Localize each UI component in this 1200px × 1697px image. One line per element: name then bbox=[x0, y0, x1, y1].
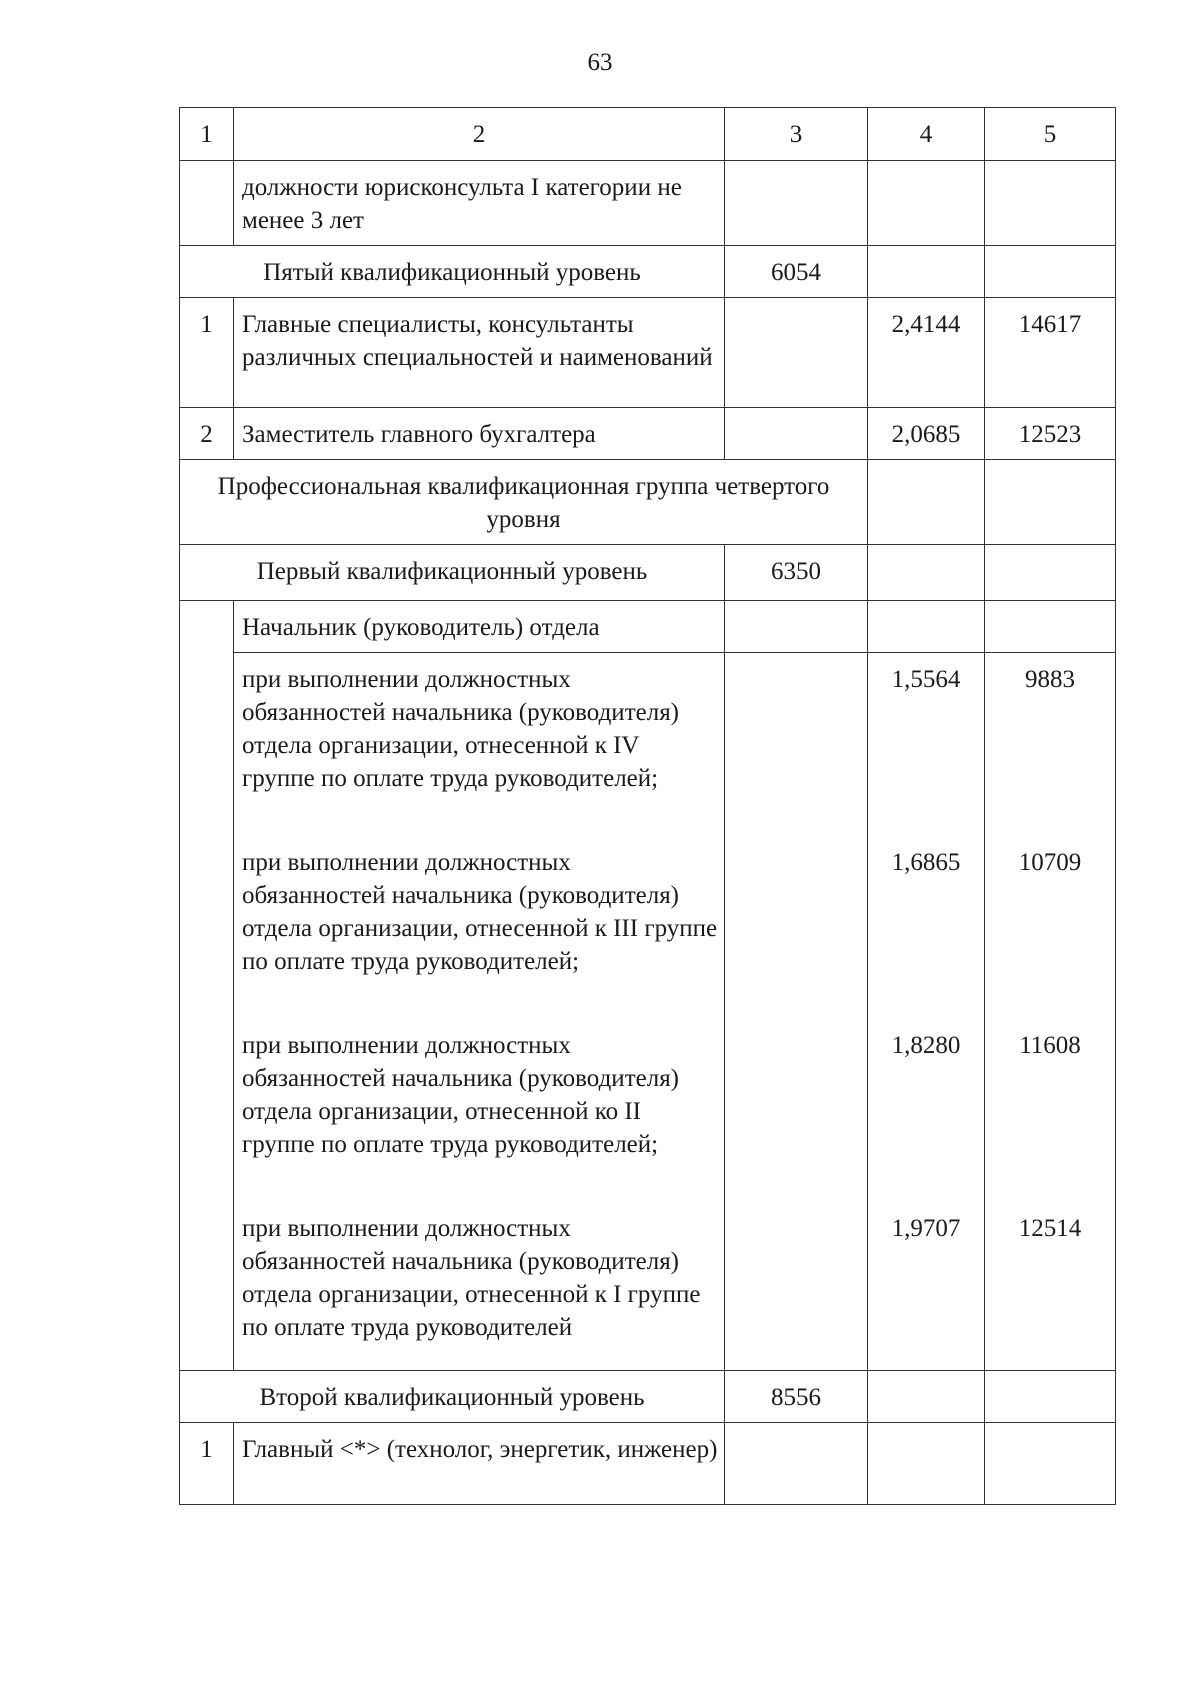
coefficient: 2,4144 bbox=[868, 298, 985, 408]
level-row bbox=[180, 545, 1116, 601]
row-number: 1 bbox=[180, 1423, 234, 1505]
header-col-5: 5 bbox=[985, 108, 1116, 161]
coefficient: 1,9707 bbox=[891, 1215, 961, 1242]
salary bbox=[985, 161, 1116, 246]
empty-cell bbox=[868, 460, 985, 545]
empty-cell bbox=[725, 601, 868, 653]
qualification-table bbox=[179, 107, 1116, 1505]
position-name: должности юрисконсульта I категории не менее 3 лет bbox=[234, 161, 725, 246]
table-row bbox=[180, 601, 1116, 653]
salary: 12523 bbox=[985, 408, 1116, 460]
sub-item: при выполнении должностных обязанностей начальника (руководителя) отдела организации, отнесенной ко II группе по оплате труда руководителей; bbox=[242, 1032, 680, 1158]
row-number: 1 bbox=[180, 298, 234, 408]
empty-cell bbox=[985, 460, 1116, 545]
level-row bbox=[180, 1371, 1116, 1423]
empty-cell bbox=[868, 601, 985, 653]
position-name: Главные специалисты, консультанты различных специальностей и наименований bbox=[234, 298, 725, 408]
empty-cell bbox=[725, 653, 868, 1371]
empty-cell bbox=[985, 1371, 1116, 1423]
row-number bbox=[180, 161, 234, 246]
position-name: Главный <*> (технолог, энергетик, инженер) bbox=[234, 1423, 725, 1505]
sub-items-text bbox=[234, 653, 725, 1371]
base-salary bbox=[725, 408, 868, 460]
sub-item: при выполнении должностных обязанностей начальника (руководителя) отдела организации, отнесенной к III группе по оплате труда руководителей; bbox=[242, 849, 718, 975]
empty-cell bbox=[985, 601, 1116, 653]
coefficient bbox=[868, 1423, 985, 1505]
row-number: 2 bbox=[180, 408, 234, 460]
empty-cell bbox=[868, 1371, 985, 1423]
table-row bbox=[180, 408, 1116, 460]
table-header-row bbox=[180, 108, 1116, 161]
header-col-2: 2 bbox=[234, 108, 725, 161]
salary bbox=[985, 1423, 1116, 1505]
header-col-1: 1 bbox=[180, 108, 234, 161]
base-salary bbox=[725, 298, 868, 408]
salary: 9883 bbox=[1025, 666, 1075, 693]
sub-items-row bbox=[180, 653, 1116, 1371]
empty-cell bbox=[868, 246, 985, 298]
group-title: Профессиональная квалификационная группа четвертого уровня bbox=[180, 460, 868, 545]
group-row bbox=[180, 460, 1116, 545]
level-title: Второй квалификационный уровень bbox=[180, 1371, 725, 1423]
position-name: Заместитель главного бухгалтера bbox=[234, 408, 725, 460]
salary: 11608 bbox=[1019, 1032, 1081, 1059]
coefficient: 2,0685 bbox=[868, 408, 985, 460]
table-row bbox=[180, 1423, 1116, 1505]
salary: 14617 bbox=[985, 298, 1116, 408]
base-salary: 8556 bbox=[725, 1371, 868, 1423]
coefficient: 1,6865 bbox=[891, 849, 961, 876]
table-row bbox=[180, 298, 1116, 408]
sub-item: при выполнении должностных обязанностей начальника (руководителя) отдела организации, отнесенной к IV группе по оплате труда руководителей; bbox=[242, 666, 680, 792]
empty-cell bbox=[868, 545, 985, 601]
table-row bbox=[180, 161, 1116, 246]
coefficient: 1,8280 bbox=[891, 1032, 961, 1059]
header-col-4: 4 bbox=[868, 108, 985, 161]
level-row bbox=[180, 246, 1116, 298]
page-number: 63 bbox=[587, 49, 613, 76]
position-name: Начальник (руководитель) отдела bbox=[234, 601, 725, 653]
header-col-3: 3 bbox=[725, 108, 868, 161]
empty-cell bbox=[985, 246, 1116, 298]
sub-item: при выполнении должностных обязанностей начальника (руководителя) отдела организации, отнесенной к I группе по оплате труда руководителей bbox=[242, 1215, 701, 1341]
coefficient: 1,5564 bbox=[891, 666, 961, 693]
level-title: Первый квалификационный уровень bbox=[180, 545, 725, 601]
base-salary bbox=[725, 1423, 868, 1505]
base-salary: 6054 bbox=[725, 246, 868, 298]
coefficient bbox=[868, 161, 985, 246]
row-number bbox=[180, 601, 234, 1371]
base-salary bbox=[725, 161, 868, 246]
salary: 12514 bbox=[1018, 1215, 1082, 1242]
sub-coefficients bbox=[868, 653, 985, 1371]
level-title: Пятый квалификационный уровень bbox=[180, 246, 725, 298]
salary: 10709 bbox=[1018, 849, 1082, 876]
base-salary: 6350 bbox=[725, 545, 868, 601]
empty-cell bbox=[985, 545, 1116, 601]
sub-salaries bbox=[985, 653, 1116, 1371]
